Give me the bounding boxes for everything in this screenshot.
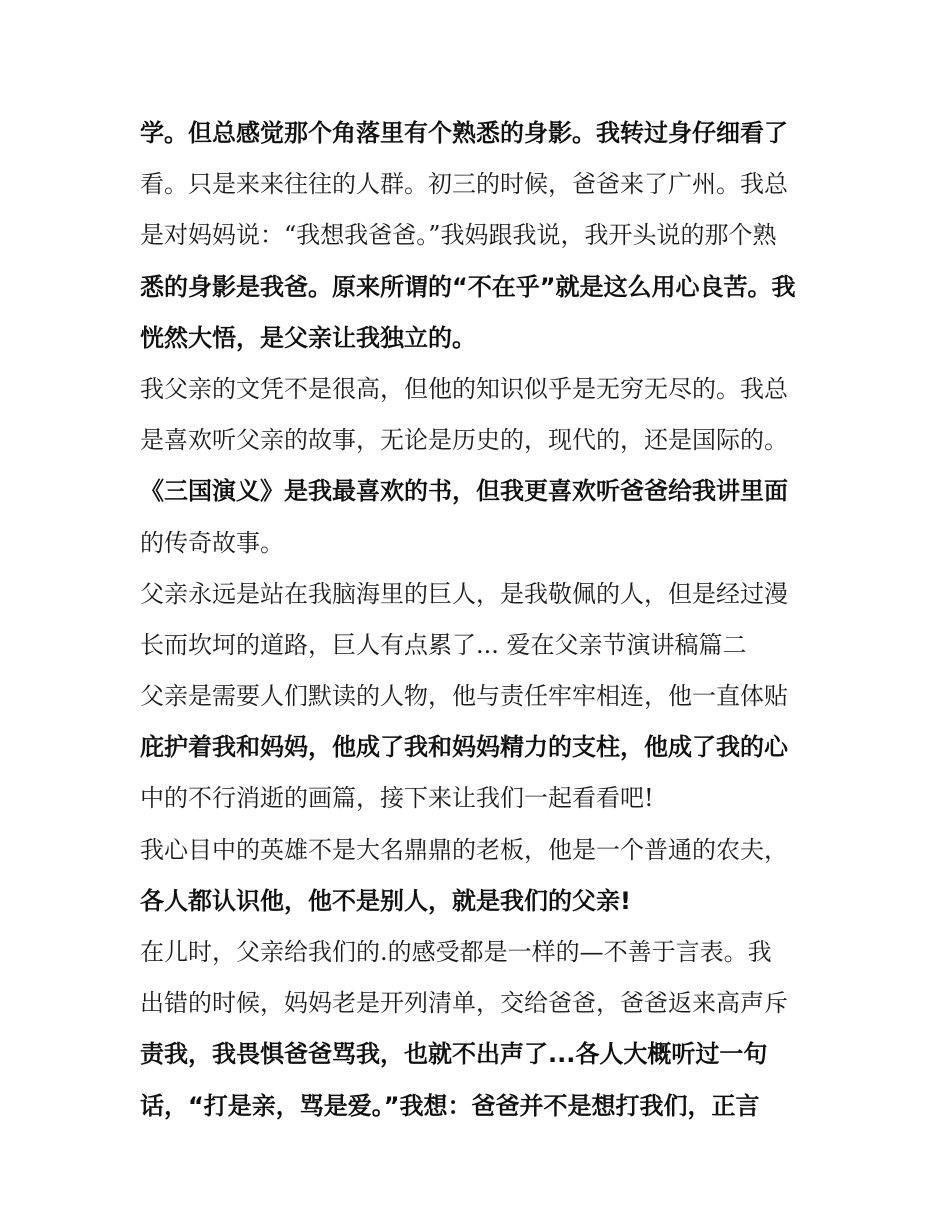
text-line: 的传奇故事。 (140, 528, 284, 557)
text-line: 《三国演义》是我最喜欢的书，但我更喜欢听爸爸给我讲里面 (140, 477, 788, 506)
text-line: 悉的身影是我爸。原来所谓的“不在乎”就是这么用心良苦。我 (140, 272, 796, 301)
text-line: 父亲是需要人们默读的人物，他与责任牢牢相连，他一直体贴 (140, 682, 788, 711)
text-line: 责我，我畏惧爸爸骂我，也就不出声了...各人大概听过一句 (140, 1040, 768, 1069)
text-line: 庇护着我和妈妈，他成了我和妈妈精力的支柱，他成了我的心 (140, 733, 788, 762)
text-line: 是对妈妈说：“我想我爸爸。”我妈跟我说，我开头说的那个熟 (140, 221, 777, 250)
text-line: 我心目中的英雄不是大名鼎鼎的老板，他是一个普通的农夫， (140, 835, 788, 864)
text-line: 在儿时，父亲给我们的.的感受都是一样的—不善于言表。我 (140, 938, 772, 966)
text-line: 父亲永远是站在我脑海里的巨人，是我敬佩的人，但是经过漫 (140, 579, 788, 608)
text-line: 学。但总感觉那个角落里有个熟悉的身影。我转过身仔细看了 (140, 119, 788, 147)
text-line: 看。只是来来往往的人群。初三的时候，爸爸来了广州。我总 (140, 170, 788, 199)
text-line: 长而坎坷的道路，巨人有点累了... 爱在父亲节演讲稿篇二 (140, 630, 747, 659)
text-line: 我父亲的文凭不是很高，但他的知识似乎是无穷无尽的。我总 (140, 374, 788, 403)
document-body (140, 108, 820, 1132)
text-line: 话，“打是亲，骂是爱。”我想：爸爸并不是想打我们，正言 (140, 1091, 760, 1120)
text-line: 是喜欢听父亲的故事，无论是历史的，现代的，还是国际的。 (140, 426, 788, 455)
text-line: 中的不行消逝的画篇，接下来让我们一起看看吧! (140, 784, 654, 813)
text-line: 各人都认识他，他不是别人，就是我们的父亲! (140, 886, 631, 915)
text-line: 出错的时候，妈妈老是开列清单，交给爸爸，爸爸返来高声斥 (140, 989, 788, 1018)
text-line: 恍然大悟，是父亲让我独立的。 (140, 323, 476, 352)
